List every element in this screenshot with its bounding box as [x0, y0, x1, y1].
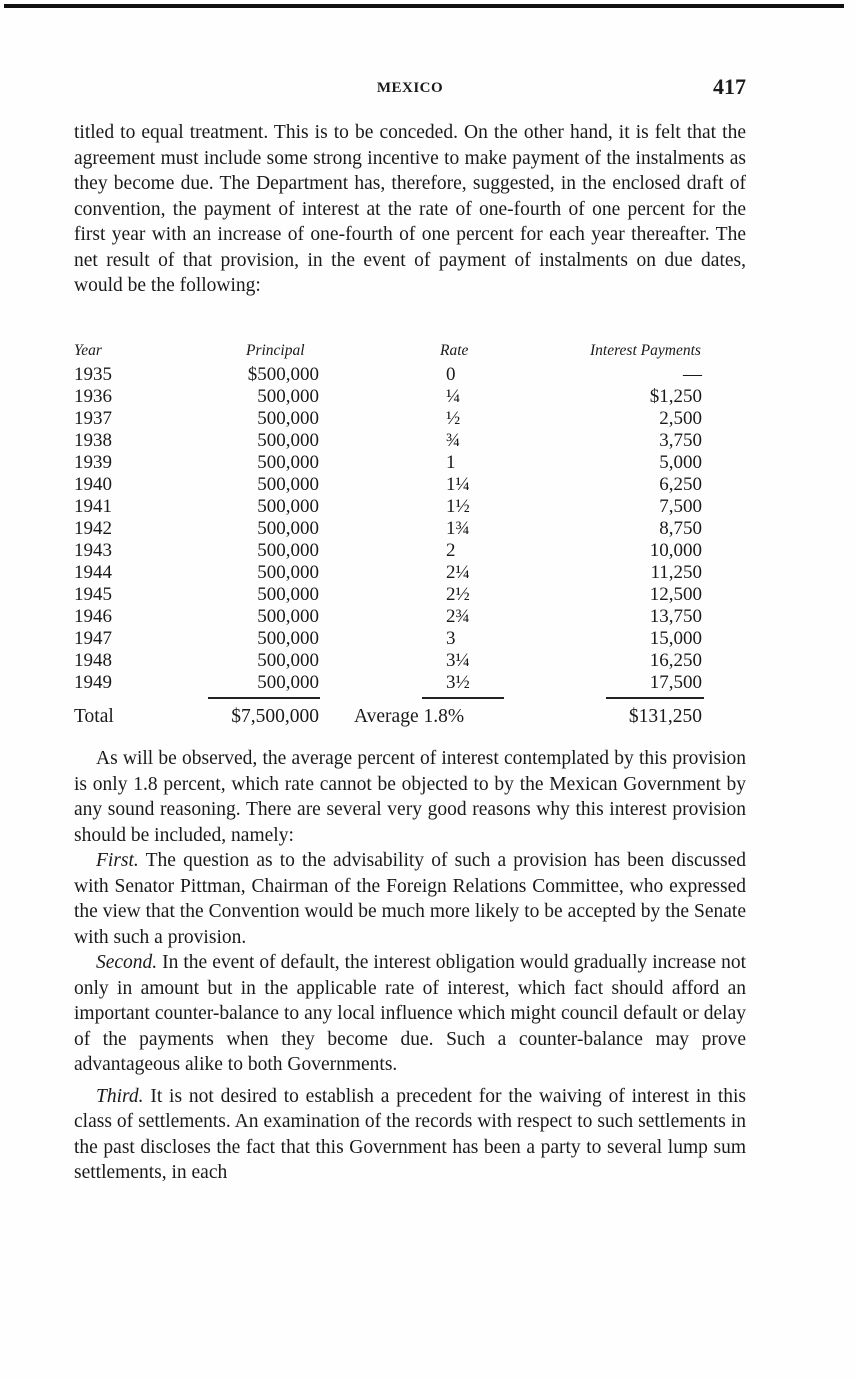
cell-interest: 13,750	[649, 606, 702, 627]
cell-principal: 500,000	[257, 474, 319, 495]
cell-interest: 6,250	[659, 474, 702, 495]
table-row	[74, 628, 746, 650]
cell-year: 1946	[74, 606, 112, 627]
paragraph-second	[74, 950, 746, 1078]
column-header-rate: Rate	[440, 342, 469, 359]
interest-table	[74, 340, 746, 730]
table-body	[74, 364, 746, 694]
cell-year: 1935	[74, 364, 112, 385]
column-header-interest: Interest Payments	[590, 342, 701, 359]
cell-rate: ¼	[446, 386, 461, 407]
table-row	[74, 650, 746, 672]
cell-rate: ½	[446, 408, 461, 429]
table-row	[74, 672, 746, 694]
cell-rate: 1¼	[446, 474, 470, 495]
total-interest: $131,250	[628, 706, 702, 727]
cell-year: 1941	[74, 496, 112, 517]
cell-principal: 500,000	[257, 386, 319, 407]
paragraph-third	[74, 1084, 746, 1186]
cell-rate: 0	[446, 364, 456, 385]
rule-interest	[606, 697, 704, 699]
total-label: Total	[74, 706, 114, 727]
cell-rate: 3	[446, 628, 456, 649]
paragraph-intro-text: titled to equal treatment. This is to be conceded. On the other hand, it is felt that the agreement must include some strong incentive to make payment of the instalments as they become due. The Department has, therefore, suggested, in the enclosed draft of convention, the payment of interest at the rate of one-fourth of one percent for the first year with an increase of one-fourth of one percent for each year thereafter. The net result of that provision, in the event of payment of instalments on due dates, would be the following:	[74, 122, 746, 296]
table-header-row	[74, 340, 746, 364]
paragraph-second-text: In the event of default, the interest obligation would gradually increase not only in amount but in the applicable rate of interest, which fact should afford an important counter-balance to any local influence which might council default or delay of the payments when they become due. Such a counter-balance may prove advantageous alike to both Governments.	[74, 952, 746, 1075]
cell-rate: 2	[446, 540, 456, 561]
cell-rate: 2¾	[446, 606, 470, 627]
cell-principal: 500,000	[257, 562, 319, 583]
cell-principal: 500,000	[257, 672, 319, 693]
total-average: Average 1.8%	[354, 706, 465, 727]
running-head: MEXICO	[376, 80, 444, 96]
cell-year: 1943	[74, 540, 112, 561]
page-header	[74, 72, 746, 102]
cell-interest: 16,250	[649, 650, 702, 671]
cell-rate: 1½	[446, 496, 470, 517]
cell-rate: 2½	[446, 584, 470, 605]
table-row	[74, 496, 746, 518]
cell-year: 1936	[74, 386, 112, 407]
paragraph-first-text: The question as to the advisability of such a provision has been discussed with Senator Pittman, Chairman of the Foreign Relations Committee, who expressed the view that the Convention would be much more likely to be accepted by the Senate with such a provision.	[74, 850, 746, 948]
cell-principal: 500,000	[257, 540, 319, 561]
table-row	[74, 386, 746, 408]
top-rule	[4, 4, 844, 8]
cell-principal: 500,000	[257, 628, 319, 649]
cell-principal: 500,000	[257, 452, 319, 473]
cell-year: 1942	[74, 518, 112, 539]
table-row	[74, 518, 746, 540]
column-header-principal: Principal	[246, 342, 305, 359]
lead-first: First.	[96, 850, 139, 871]
cell-principal: 500,000	[257, 496, 319, 517]
cell-year: 1940	[74, 474, 112, 495]
cell-interest: $1,250	[649, 386, 702, 407]
cell-rate: 3¼	[446, 650, 470, 671]
cell-interest: 2,500	[659, 408, 702, 429]
cell-interest: 17,500	[649, 672, 702, 693]
cell-rate: ¾	[446, 430, 461, 451]
table-row	[74, 562, 746, 584]
cell-principal: 500,000	[257, 606, 319, 627]
cell-year: 1948	[74, 650, 112, 671]
cell-year: 1939	[74, 452, 112, 473]
cell-year: 1947	[74, 628, 112, 649]
cell-interest: 8,750	[659, 518, 702, 539]
cell-principal: 500,000	[257, 430, 319, 451]
cell-year: 1949	[74, 672, 112, 693]
table-row	[74, 540, 746, 562]
rule-principal	[208, 697, 320, 699]
table-row	[74, 474, 746, 496]
paragraph-first	[74, 848, 746, 950]
cell-interest: 3,750	[659, 430, 702, 451]
paragraph-intro	[74, 120, 746, 299]
table-total-row	[74, 702, 746, 730]
paragraph-observation: As will be observed, the average percent of interest contemplated by this provision is only 1.8 percent, which rate cannot be objected to by the Mexican Government by any sound reasoning. There are several very good reasons why this interest provision should be included, namely:	[74, 748, 746, 846]
cell-rate: 3½	[446, 672, 470, 693]
total-rules	[74, 694, 746, 702]
cell-principal: 500,000	[257, 584, 319, 605]
table-row	[74, 430, 746, 452]
cell-principal: 500,000	[257, 408, 319, 429]
cell-year: 1945	[74, 584, 112, 605]
total-principal: $7,500,000	[231, 706, 319, 727]
cell-rate: 1¾	[446, 518, 470, 539]
cell-principal: 500,000	[257, 518, 319, 539]
cell-interest: 10,000	[649, 540, 702, 561]
cell-interest: 5,000	[659, 452, 702, 473]
lead-third: Third.	[96, 1085, 144, 1107]
cell-year: 1938	[74, 430, 112, 451]
cell-principal: $500,000	[247, 364, 319, 385]
cell-interest: 12,500	[649, 584, 702, 605]
table-row	[74, 364, 746, 386]
cell-year: 1944	[74, 562, 112, 583]
table-row	[74, 452, 746, 474]
page-number: 417	[713, 74, 746, 99]
cell-year: 1937	[74, 408, 112, 429]
body-after-table	[74, 746, 746, 1186]
lead-second: Second.	[96, 952, 158, 973]
cell-rate: 2¼	[446, 562, 470, 583]
column-header-year: Year	[74, 342, 102, 359]
cell-interest: 7,500	[659, 496, 702, 517]
cell-interest: 15,000	[649, 628, 702, 649]
cell-interest: 11,250	[650, 562, 702, 583]
cell-interest: —	[683, 364, 702, 385]
paragraph-third-text: It is not desired to establish a precedent for the waiving of interest in this class of settlements. An examination of the records with respect to such settlements in the past discloses the fact that this Government has been a party to several lump sum settlements, in each	[74, 1085, 746, 1183]
rule-rate	[422, 697, 504, 699]
table-row	[74, 606, 746, 628]
table-row	[74, 584, 746, 606]
table-row	[74, 408, 746, 430]
cell-principal: 500,000	[257, 650, 319, 671]
cell-rate: 1	[446, 452, 456, 473]
